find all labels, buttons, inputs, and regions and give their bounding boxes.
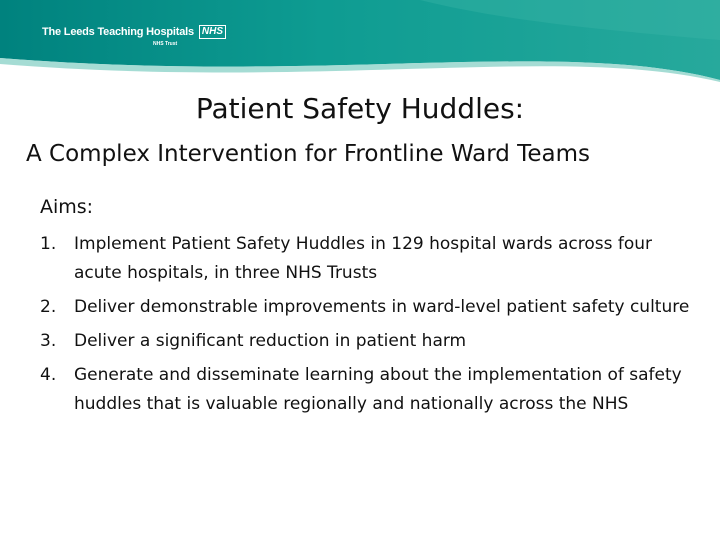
aim-item — [40, 293, 700, 322]
aim-text: Deliver a significant reduction in patient harm — [74, 331, 467, 351]
aim-number: 4. — [40, 365, 57, 385]
aim-number: 2. — [40, 297, 57, 317]
aim-item — [40, 361, 700, 419]
slide-title: Patient Safety Huddles: — [195, 92, 525, 125]
aim-number: 3. — [40, 331, 57, 351]
aim-item — [40, 327, 700, 356]
slide-subtitle: A Complex Intervention for Frontline Ward Teams — [26, 141, 590, 167]
aim-number: 1. — [40, 234, 57, 254]
trust-name: The Leeds Teaching Hospitals — [42, 26, 194, 38]
aims-heading: Aims: — [40, 196, 94, 218]
aim-text: Implement Patient Safety Huddles in 129 hospital wards across four acute hospitals, in three NHS Trusts — [74, 234, 652, 283]
trust-subtitle: NHS Trust — [153, 41, 178, 47]
aim-text: Generate and disseminate learning about the implementation of safety huddles that is valuable regionally and nationally across the NHS — [74, 365, 682, 414]
nhs-badge: NHS — [199, 25, 226, 39]
aim-text: Deliver demonstrable improvements in ward-level patient safety culture — [74, 297, 690, 317]
aim-item — [40, 230, 700, 288]
aims-list — [40, 230, 700, 424]
trust-logo — [42, 25, 226, 47]
